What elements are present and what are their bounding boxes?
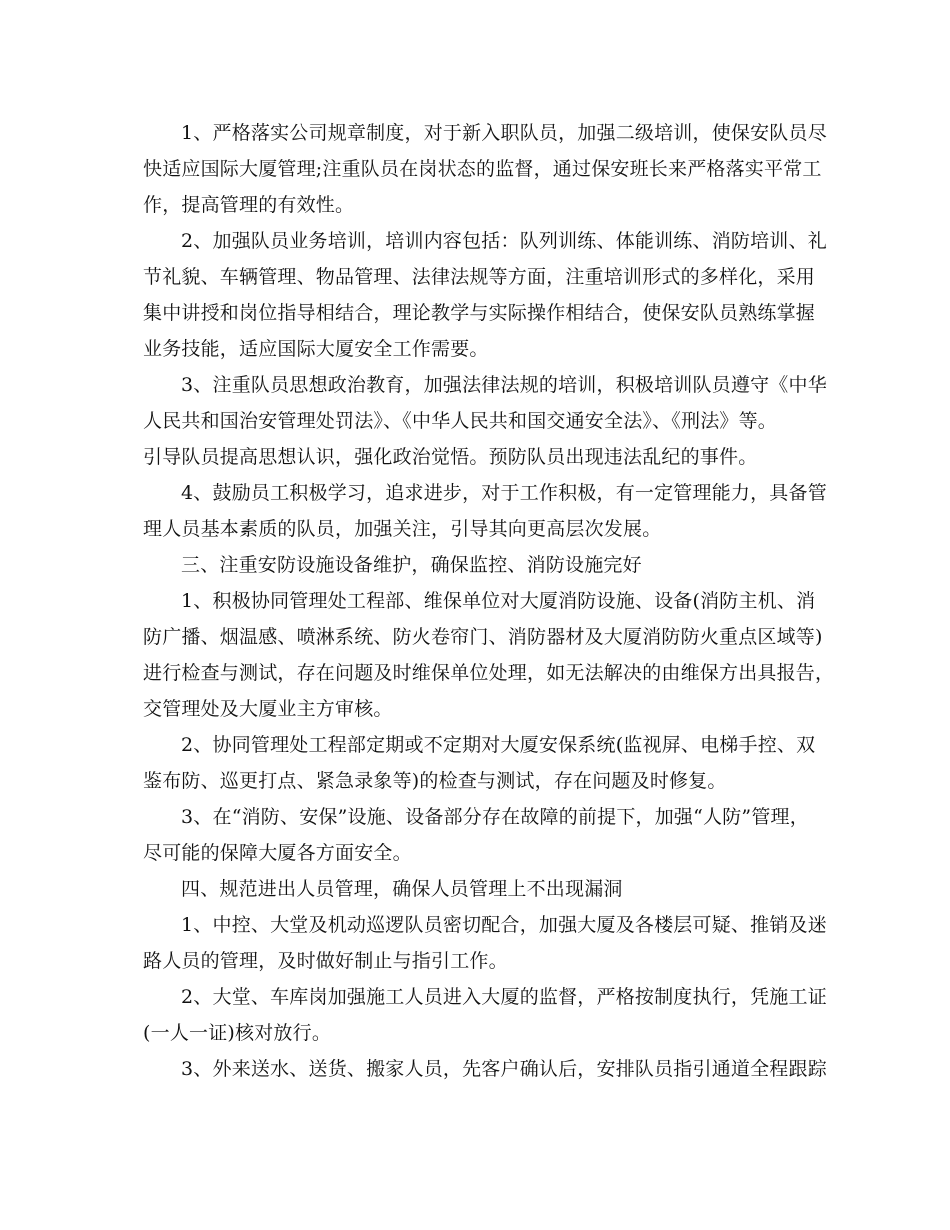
text-line: (一人一证)核对放行。	[143, 1022, 332, 1044]
text-line: 进行检查与测试，存在问题及时维保单位处理，如无法解决的由维保方出具报告，	[143, 662, 835, 684]
text-line: 防广播、烟温感、喷淋系统、防火卷帘门、消防器材及大厦消防防火重点区域等)	[143, 626, 823, 648]
text-line: 人民共和国治安管理处罚法》、《中华人民共和国交通安全法》、《刑法》等。	[143, 410, 778, 432]
text-line: 快适应国际大厦管理;注重队员在岗状态的监督，通过保安班长来严格落实平常工	[143, 158, 822, 180]
text-line: 2、加强队员业务培训，培训内容包括：队列训练、体能训练、消防培训、礼	[181, 230, 827, 252]
text-line: 尽可能的保障大厦各方面安全。	[143, 842, 412, 864]
text-line: 作，提高管理的有效性。	[143, 194, 355, 216]
text-line: 1、严格落实公司规章制度，对于新入职队员，加强二级培训，使保安队员尽	[181, 122, 827, 144]
text-line: 1、积极协同管理处工程部、维保单位对大厦消防设施、设备(消防主机、消	[181, 590, 816, 612]
text-line: 2、协同管理处工程部定期或不定期对大厦安保系统(监视屏、电梯手控、双	[181, 734, 816, 756]
section-heading: 三、注重安防设施设备维护，确保监控、消防设施完好	[181, 554, 642, 576]
text-line: 节礼貌、车辆管理、物品管理、法律法规等方面，注重培训形式的多样化，采用	[143, 266, 816, 288]
section-heading: 四、规范进出人员管理，确保人员管理上不出现漏洞	[181, 878, 623, 900]
text-line: 2、大堂、车库岗加强施工人员进入大厦的监督，严格按制度执行，凭施工证	[181, 986, 827, 1008]
text-line: 理人员基本素质的队员，加强关注，引导其向更高层次发展。	[143, 518, 662, 540]
text-line: 1、中控、大堂及机动巡逻队员密切配合，加强大厦及各楼层可疑、推销及迷	[181, 914, 827, 936]
text-line: 鉴布防、巡更打点、紧急录象等)的检查与测试，存在问题及时修复。	[143, 770, 727, 792]
text-line: 集中讲授和岗位指导相结合，理论教学与实际操作相结合，使保安队员熟练掌握	[143, 302, 816, 324]
text-line: 3、注重队员思想政治教育，加强法律法规的培训，积极培训队员遵守《中华	[181, 374, 827, 396]
text-line: 3、外来送水、送货、搬家人员，先客户确认后，安排队员指引通道全程跟踪	[181, 1058, 827, 1080]
text-line: 交管理处及大厦业主方审核。	[143, 698, 393, 720]
text-line: 路人员的管理，及时做好制止与指引工作。	[143, 950, 508, 972]
text-line: 引导队员提高思想认识，强化政治觉悟。预防队员出现违法乱纪的事件。	[143, 446, 758, 468]
text-line: 3、在“消防、安保”设施、设备部分存在故障的前提下，加强“人防”管理，	[181, 806, 809, 828]
text-line: 4、鼓励员工积极学习，追求进步，对于工作积极，有一定管理能力，具备管	[181, 482, 827, 504]
text-line: 业务技能，适应国际大厦安全工作需要。	[143, 338, 489, 360]
